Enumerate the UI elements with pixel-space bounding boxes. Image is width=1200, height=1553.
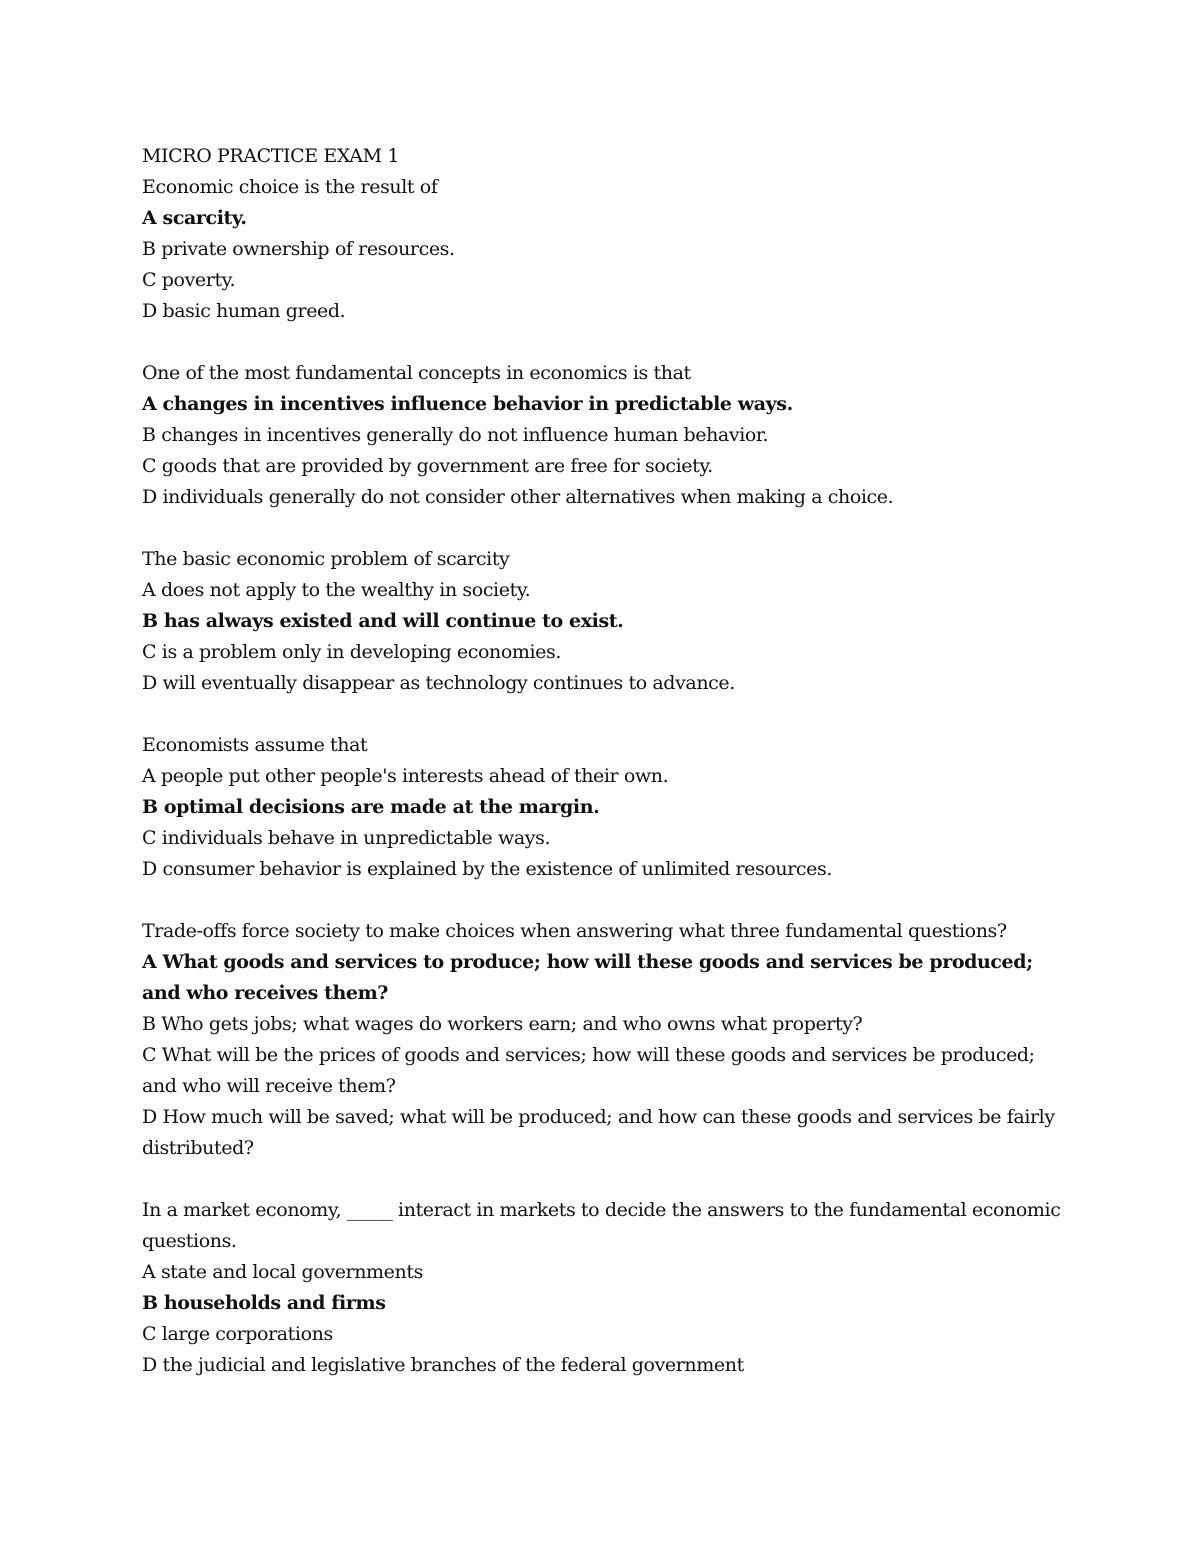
question-4: [142, 730, 1072, 885]
question-6: [142, 1195, 1072, 1381]
question-2: [142, 358, 1072, 513]
option-c: C large corporations: [142, 1323, 333, 1345]
option-a: A people put other people's interests ahead of their own.: [142, 765, 669, 787]
option-a-correct: A changes in incentives influence behavior in predictable ways.: [142, 393, 793, 415]
option-c: C What will be the prices of goods and services; how will these goods and services be produced; and who will receive them?: [142, 1044, 1035, 1097]
option-c: C is a problem only in developing economies.: [142, 641, 562, 663]
option-d: D How much will be saved; what will be produced; and how can these goods and services be fairly distributed?: [142, 1106, 1055, 1159]
option-b: B private ownership of resources.: [142, 238, 455, 260]
document-page: [142, 141, 1072, 1381]
question-3: [142, 544, 1072, 699]
question-prompt: In a market economy, _____ interact in markets to decide the answers to the fundamental economic questions.: [142, 1199, 1061, 1252]
option-d: D individuals generally do not consider other alternatives when making a choice.: [142, 486, 894, 508]
option-b-correct: B has always existed and will continue to exist.: [142, 610, 624, 632]
question-prompt: Trade-offs force society to make choices when answering what three fundamental questions?: [142, 920, 1007, 942]
option-d: D consumer behavior is explained by the existence of unlimited resources.: [142, 858, 832, 880]
spacer: [142, 885, 1072, 916]
option-d: D basic human greed.: [142, 300, 346, 322]
spacer: [142, 1164, 1072, 1195]
question-prompt: The basic economic problem of scarcity: [142, 548, 510, 570]
option-b-correct: B households and firms: [142, 1292, 386, 1314]
option-c: C goods that are provided by government are free for society.: [142, 455, 713, 477]
spacer: [142, 327, 1072, 358]
option-b: B changes in incentives generally do not influence human behavior.: [142, 424, 769, 446]
exam-title: MICRO PRACTICE EXAM 1: [142, 145, 400, 167]
question-prompt: One of the most fundamental concepts in economics is that: [142, 362, 691, 384]
option-a-correct: A scarcity.: [142, 207, 247, 229]
question-prompt: Economic choice is the result of: [142, 176, 438, 198]
option-a: A does not apply to the wealthy in society.: [142, 579, 531, 601]
option-a-correct: A What goods and services to produce; how will these goods and services be produced; and who receives them?: [142, 951, 1033, 1004]
question-1: [142, 172, 1072, 327]
question-prompt: Economists assume that: [142, 734, 368, 756]
option-d: D the judicial and legislative branches of the federal government: [142, 1354, 744, 1376]
option-c: C poverty.: [142, 269, 236, 291]
option-b: B Who gets jobs; what wages do workers earn; and who owns what property?: [142, 1013, 863, 1035]
option-a: A state and local governments: [142, 1261, 423, 1283]
spacer: [142, 699, 1072, 730]
option-c: C individuals behave in unpredictable ways.: [142, 827, 551, 849]
question-5: [142, 916, 1072, 1164]
option-d: D will eventually disappear as technology continues to advance.: [142, 672, 735, 694]
spacer: [142, 513, 1072, 544]
option-b-correct: B optimal decisions are made at the margin.: [142, 796, 600, 818]
